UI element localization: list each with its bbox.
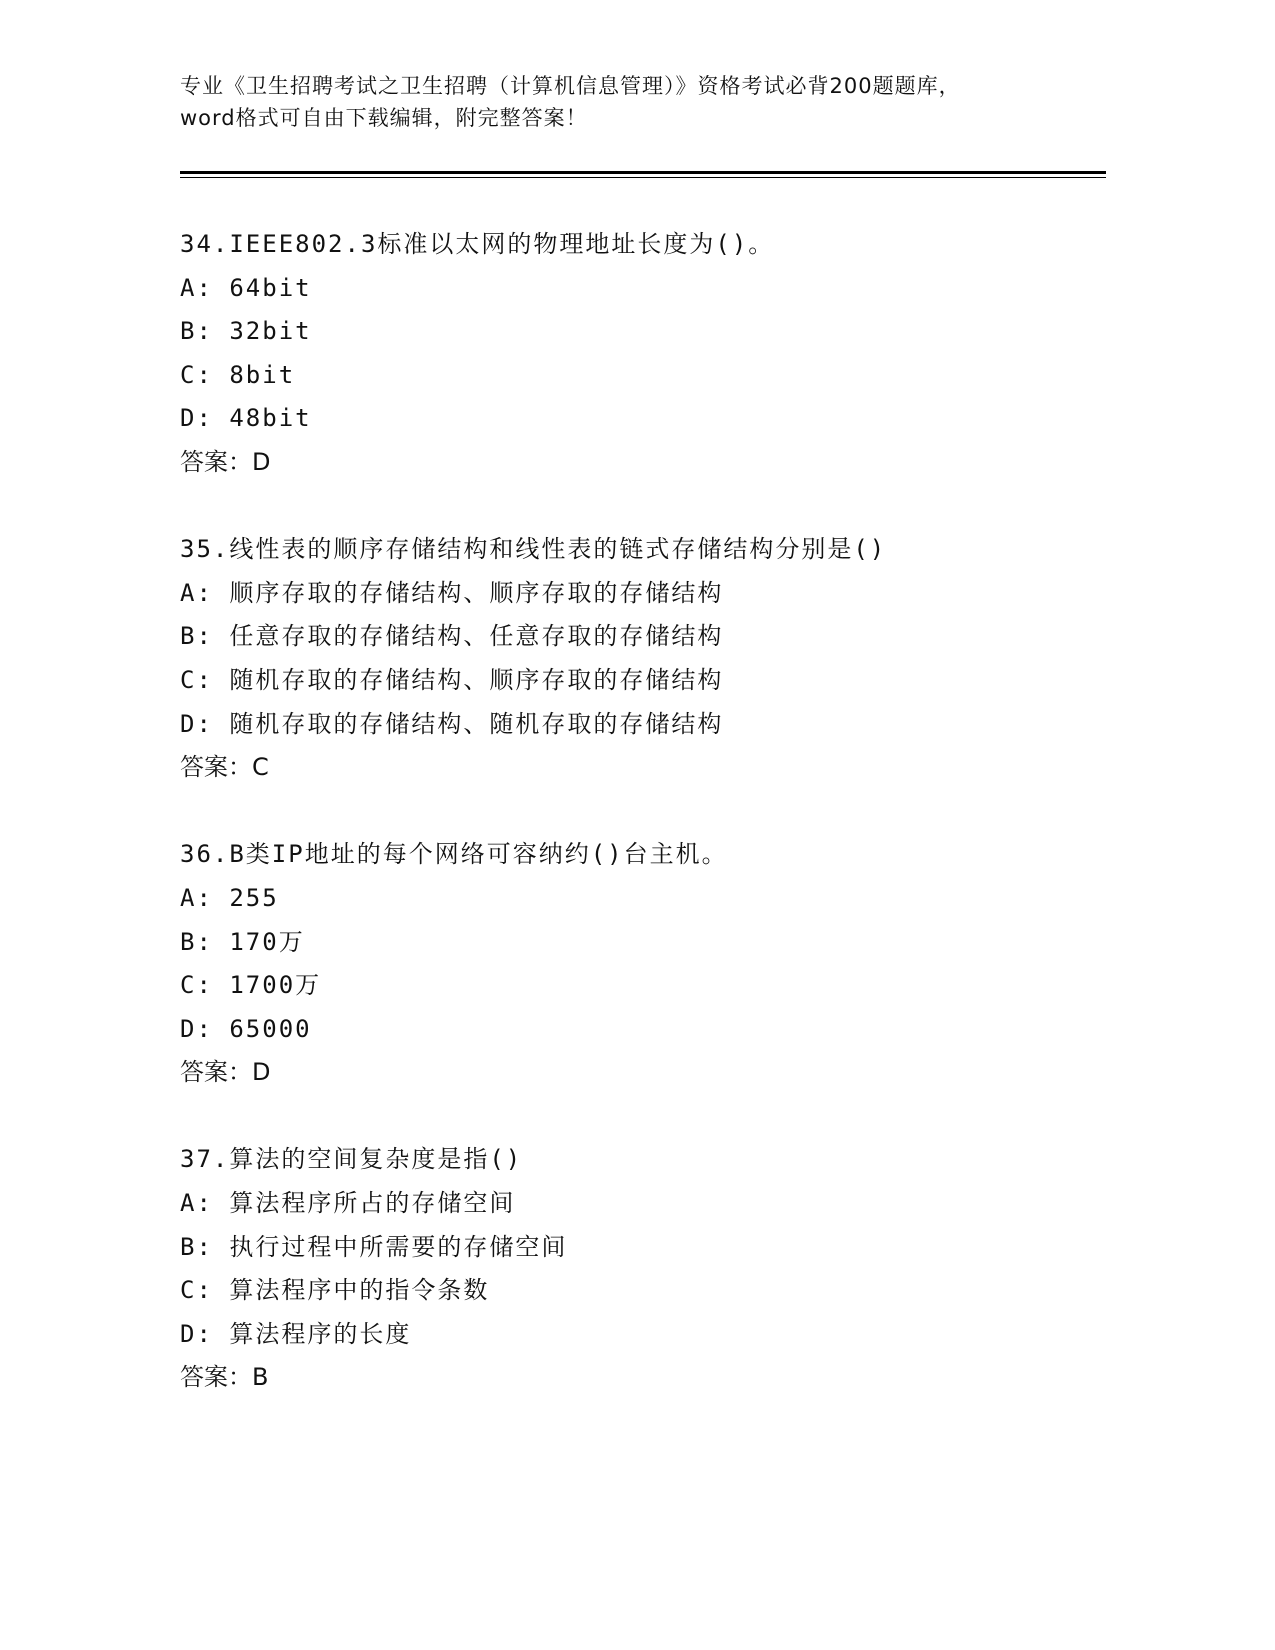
option-b: B: 32bit [180, 317, 312, 346]
header-line-1: 专业《卫生招聘考试之卫生招聘（计算机信息管理）》资格考试必背200题题库， [180, 74, 961, 98]
question-block [180, 1138, 1080, 1400]
document-header [180, 70, 1080, 134]
option-a: A: 255 [180, 883, 279, 912]
answer: 答案：B [180, 1363, 269, 1392]
option-c: C: 随机存取的存储结构、顺序存取的存储结构 [180, 665, 724, 694]
option-b: B: 任意存取的存储结构、任意存取的存储结构 [180, 622, 724, 651]
question-block [180, 223, 1080, 485]
question-list [180, 223, 1080, 1444]
option-d: D: 65000 [180, 1014, 312, 1043]
question-block [180, 833, 1080, 1095]
header-divider-thin [180, 177, 1106, 178]
answer: 答案：C [180, 753, 269, 782]
question-stem: 36.B类IP地址的每个网络可容纳约()台主机。 [180, 840, 728, 869]
header-line-2: word格式可自由下载编辑，附完整答案！ [180, 106, 588, 130]
option-d: D: 随机存取的存储结构、随机存取的存储结构 [180, 709, 724, 738]
answer: 答案：D [180, 447, 271, 476]
header-divider-thick [180, 171, 1106, 174]
option-a: A: 算法程序所占的存储空间 [180, 1189, 516, 1218]
question-stem: 37.算法的空间复杂度是指() [180, 1145, 523, 1174]
option-b: B: 170万 [180, 927, 305, 956]
question-stem: 35.线性表的顺序存储结构和线性表的链式存储结构分别是() [180, 535, 887, 564]
option-b: B: 执行过程中所需要的存储空间 [180, 1232, 568, 1261]
question-stem: 34.IEEE802.3标准以太网的物理地址长度为()。 [180, 230, 775, 258]
option-c: C: 算法程序中的指令条数 [180, 1276, 490, 1305]
question-block [180, 528, 1080, 790]
answer: 答案：D [180, 1058, 271, 1087]
option-d: D: 算法程序的长度 [180, 1319, 412, 1348]
option-d: D: 48bit [180, 404, 312, 433]
option-c: C: 8bit [180, 360, 296, 389]
option-a: A: 顺序存取的存储结构、顺序存取的存储结构 [180, 578, 724, 607]
option-a: A: 64bit [180, 273, 312, 302]
option-c: C: 1700万 [180, 971, 322, 1000]
